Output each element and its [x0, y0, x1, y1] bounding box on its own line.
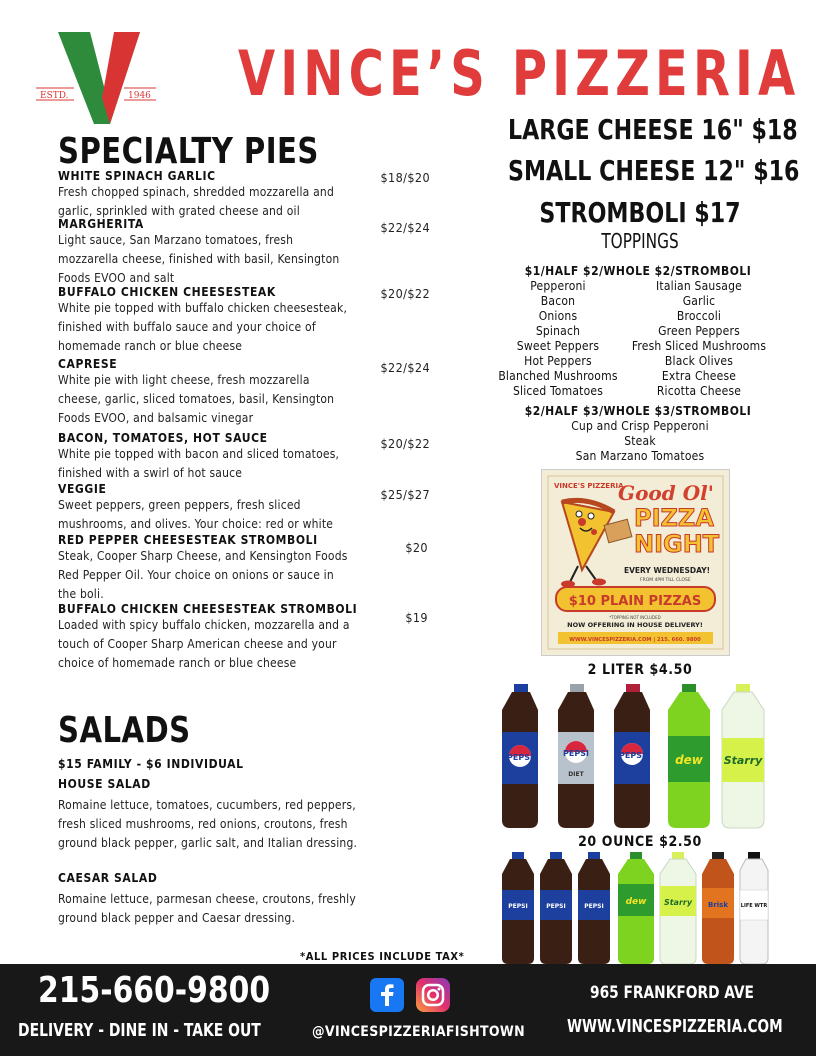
topping-item: San Marzano Tomatoes	[575, 449, 705, 463]
toppings-tier2-pricing: $2/HALF $3/WHOLE $3/STROMBOLI	[524, 404, 752, 418]
topping-item: Sliced Tomatoes	[512, 384, 604, 398]
svg-text:PEPSI: PEPSI	[508, 903, 528, 910]
svg-text:PEPSI: PEPSI	[507, 753, 533, 762]
logo-estd: ESTD.	[40, 91, 69, 101]
item-desc: Loaded with spicy buffalo chicken, mozzarella and a touch of Cooper Sharp American cheese and your choice of homemade ranch or blue cheese	[58, 618, 350, 670]
item-desc: Sweet peppers, green peppers, fresh sliced mushrooms, and olives. Your choice: red or white	[58, 498, 334, 531]
menu-item	[58, 286, 353, 356]
topping-item: Ricotta Cheese	[656, 384, 742, 398]
topping-item: Broccoli	[676, 309, 722, 323]
small-cheese-price: SMALL CHEESE 12" $16	[508, 154, 800, 187]
pepsi-20oz-icon	[540, 852, 572, 964]
pizza-night-poster	[541, 469, 730, 656]
specialty-pies-title: SPECIALTY PIES	[58, 131, 319, 172]
twenty-ounce-bottles	[500, 850, 772, 966]
toppings-tier1-pricing: $1/HALF $2/WHOLE $2/STROMBOLI	[524, 264, 752, 278]
topping-item: Steak	[624, 434, 656, 448]
footer-phone: 215-660-9800	[38, 970, 271, 1011]
topping-item: Hot Peppers	[524, 354, 592, 368]
instagram-icon[interactable]	[416, 978, 450, 1016]
poster-good-ol: Good Ol'	[618, 481, 714, 505]
item-price: $20/$22	[380, 436, 430, 451]
item-name: BUFFALO CHICKEN CHEESESTEAK	[58, 285, 276, 299]
item-desc: Steak, Cooper Sharp Cheese, and Kensington Foods Red Pepper Oil. Your choice on onions or sauce in the boli.	[58, 549, 348, 601]
poster-deal: $10 PLAIN PIZZAS	[568, 594, 702, 609]
item-name: CAPRESE	[58, 357, 118, 371]
footer-address: 965 FRANKFORD AVE	[590, 983, 754, 1003]
menu-item	[58, 602, 358, 673]
item-price: $18/$20	[380, 170, 430, 185]
item-price: $25/$27	[380, 487, 430, 502]
brisk-20oz-icon	[702, 852, 734, 964]
salad-item	[58, 872, 358, 928]
poster-delivery: NOW OFFERING IN HOUSE DELIVERY!	[567, 621, 703, 629]
item-price: $22/$24	[380, 360, 430, 375]
svg-text:dew: dew	[675, 753, 703, 767]
twenty-ounce-price: 20 OUNCE $2.50	[578, 834, 702, 850]
topping-item: Italian Sausage	[656, 279, 742, 293]
item-name: VEGGIE	[58, 482, 107, 496]
topping-item: Garlic	[682, 294, 716, 308]
poster-night: NIGHT	[634, 530, 720, 558]
salads-pricing: $15 FAMILY - $6 INDIVIDUAL	[58, 757, 244, 771]
svg-text:LIFE WTR: LIFE WTR	[740, 903, 768, 909]
topping-item: Blanched Mushrooms	[498, 369, 618, 383]
two-liter-price: 2 LITER $4.50	[587, 662, 693, 678]
starry-20oz-icon	[660, 852, 696, 964]
svg-text:PEPSI: PEPSI	[546, 903, 566, 910]
starry-bottle-icon	[722, 684, 764, 828]
item-desc: Fresh chopped spinach, shredded mozzarella and garlic, sprinkled with grated cheese and oil	[58, 185, 335, 218]
footer-website[interactable]: WWW.VINCESPIZZERIA.COM	[567, 1016, 783, 1037]
diet-pepsi-bottle-icon	[558, 684, 594, 828]
toppings-title: TOPPINGS	[601, 229, 679, 253]
svg-text:PEPSI: PEPSI	[619, 751, 645, 760]
topping-item: Pepperoni	[530, 279, 586, 293]
salads-title: SALADS	[58, 710, 191, 751]
life-wtr-20oz-icon	[740, 852, 768, 964]
item-desc: White pie topped with bacon and sliced tomatoes, finished with a swirl of hot sauce	[58, 447, 340, 480]
two-liter-bottles	[500, 682, 772, 830]
topping-item: Onions	[538, 309, 578, 323]
topping-item: Sweet Peppers	[516, 339, 600, 353]
item-name: WHITE SPINACH GARLIC	[58, 169, 216, 183]
pepsi-bottle-icon	[502, 684, 538, 828]
item-price: $22/$24	[380, 220, 430, 235]
poster-hours: FROM 4PM TILL CLOSE	[640, 578, 691, 583]
wild-cherry-pepsi-bottle-icon	[614, 684, 650, 828]
item-desc: Light sauce, San Marzano tomatoes, fresh mozzarella cheese, finished with basil, Kensington Foods EVOO and salt	[58, 233, 340, 285]
toppings-tier1-right	[624, 279, 774, 399]
topping-item: Black Olives	[664, 354, 734, 368]
toppings-tier2-list	[520, 419, 760, 464]
item-desc: White pie topped with buffalo chicken cheesesteak, finished with buffalo sauce and your choice of homemade ranch or blue cheese	[58, 301, 348, 353]
menu-item	[58, 432, 353, 483]
svg-text:DIET: DIET	[568, 771, 584, 778]
salad-item	[58, 778, 358, 853]
large-cheese-price: LARGE CHEESE 16" $18	[508, 113, 798, 146]
item-price: $19	[405, 610, 428, 625]
menu-item	[58, 218, 353, 288]
item-name: CAESAR SALAD	[58, 871, 158, 885]
topping-item: Spinach	[535, 324, 581, 338]
stromboli-price: STROMBOLI $17	[539, 196, 741, 229]
item-name: BACON, TOMATOES, HOT SAUCE	[58, 431, 268, 445]
poster-every: EVERY WEDNESDAY!	[624, 566, 711, 575]
toppings-tier1-left	[494, 279, 622, 399]
menu-item	[58, 358, 353, 428]
svg-text:PEPSI: PEPSI	[563, 749, 589, 758]
topping-item: Extra Cheese	[661, 369, 737, 383]
item-desc: Romaine lettuce, tomatoes, cucumbers, red peppers, fresh sliced mushrooms, red onions, croutons, fresh ground black pepper, garlic salt, and Italian dressing.	[58, 798, 358, 850]
item-price: $20/$22	[380, 286, 430, 301]
footer-services: DELIVERY - DINE IN - TAKE OUT	[18, 1020, 261, 1041]
svg-text:Starry: Starry	[663, 898, 693, 907]
svg-text:dew: dew	[625, 897, 647, 907]
poster-contact: WWW.VINCESPIZZERIA.COM | 215. 660. 9800	[569, 637, 701, 643]
svg-text:Starry: Starry	[723, 754, 763, 767]
poster-deal-note: *TOPPING NOT INCLUDED	[609, 615, 661, 620]
topping-item: Fresh Sliced Mushrooms	[631, 339, 767, 353]
logo	[28, 28, 158, 128]
menu-item	[58, 483, 353, 534]
mountain-dew-bottle-icon	[668, 684, 710, 828]
svg-text:Brisk: Brisk	[707, 901, 729, 909]
topping-item: Cup and Crisp Pepperoni	[571, 419, 709, 433]
poster-pizza: PIZZA	[634, 504, 714, 532]
logo-year: 1946	[128, 91, 151, 101]
topping-item: Bacon	[540, 294, 576, 308]
menu-item	[58, 170, 353, 221]
poster-brand: VINCE'S PIZZERIA	[554, 482, 624, 490]
tax-note: *ALL PRICES INCLUDE TAX*	[300, 950, 465, 963]
item-desc: Romaine lettuce, parmesan cheese, croutons, freshly ground black pepper and Caesar dressing.	[58, 892, 356, 925]
svg-text:PEPSI: PEPSI	[584, 903, 604, 910]
topping-item: Green Peppers	[658, 324, 740, 338]
menu-item	[58, 534, 353, 604]
footer-social-handle: @VINCESPIZZERIAFISHTOWN	[312, 1024, 525, 1040]
item-name: MARGHERITA	[58, 217, 144, 231]
item-name: BUFFALO CHICKEN CHEESESTEAK STROMBOLI	[58, 602, 358, 616]
mountain-dew-20oz-icon	[618, 852, 654, 964]
pepsi-20oz-icon	[502, 852, 534, 964]
item-desc: White pie with light cheese, fresh mozzarella cheese, garlic, sliced tomatoes, basil, Kensington Foods EVOO, and balsamic vinegar	[58, 373, 335, 425]
facebook-icon[interactable]	[370, 978, 404, 1016]
brand-title: VINCE’S PIZZERIA	[238, 37, 801, 110]
item-price: $20	[405, 540, 428, 555]
pepsi-20oz-icon	[578, 852, 610, 964]
item-name: HOUSE SALAD	[58, 777, 151, 791]
item-name: RED PEPPER CHEESESTEAK STROMBOLI	[58, 533, 318, 547]
